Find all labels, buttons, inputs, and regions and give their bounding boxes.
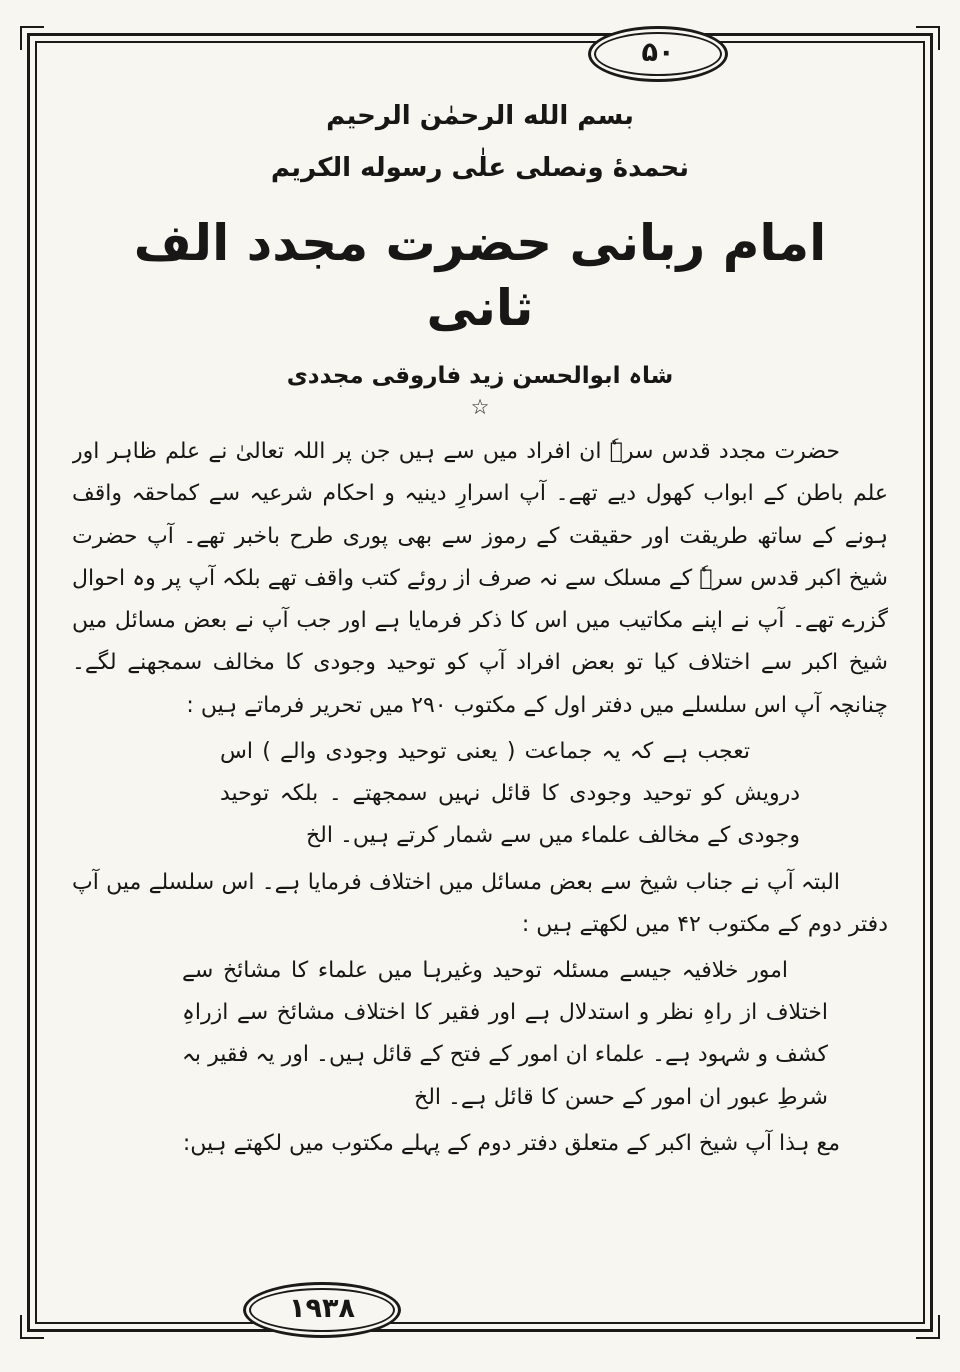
body-paragraph-3: مع ہذا آپ شیخ اکبر کے متعلق دفتر دوم کے پہلے مکتوب میں لکھتے ہیں: xyxy=(182,1130,840,1156)
author-name: شاہ ابوالحسن زید فاروقی مجددی xyxy=(286,363,674,390)
body-paragraph-2: البتہ آپ نے جناب شیخ سے بعض مسائل میں اختلاف فرمایا ہے۔ اس سلسلے میں آپ دفتر دوم کے مکتوب ۴۲ میں لکھتے ہیں : xyxy=(72,869,888,937)
page-title: امام ربانی حضرت مجدد الف ثانی xyxy=(133,214,827,338)
quote-block-2: امور خلافیہ جیسے مسئلہ توحید وغیرہا میں علماء کا مشائخ سے اختلاف از راہِ نظر و استدلال ہے اور فقیر کا اختلاف مشائخ سے ازراہِ کشف و شہود ہے۔ علماء ان امور کے فتح کے قائل ہیں۔ اور یہ فقیر بہ شرطِ عبور ان امور کے حسن کا قائل ہے۔ الخ xyxy=(182,958,828,1110)
quote-block-1: تعجب ہے کہ یہ جماعت ( یعنی توحید وجودی والے ) اس درویش کو توحید وجودی کا قائل نہیں سمجھتے ۔ بلکہ توحید وجودی کے مخالف علماء میں سے شمار کرتے ہیں۔ الخ xyxy=(220,738,800,849)
tahmid-line: نحمدهٔ ونصلی علٰی رسوله الکریم xyxy=(270,152,690,183)
page-content xyxy=(72,86,888,1310)
body-paragraph-1: حضرت مجدد قدس سرہٗ ان افراد میں سے ہیں جن پر اللہ تعالیٰ نے علم ظاہر اور علم باطن کے ابواب کھول دیے تھے۔ آپ اسرارِ دینیہ و احکام شرعیہ سے کماحقہ واقف ہونے کے ساتھ طریقت اور حقیقت کے رموز سے بھی پوری طرح باخبر تھے۔ آپ حضرت شیخ اکبر قدس سرہٗ کے مسلک سے نہ صرف از روئے کتب واقف تھے بلکہ آپ پر وہ احوال گزرے تھے۔ آپ نے اپنے مکاتیب میں اس کا ذکر فرمایا ہے اور جب آپ نے بعض مسائل میں شیخ اکبر سے اختلاف کیا تو بعض افراد آپ کو توحید وجودی کا مخالف سمجھنے لگے۔ چنانچہ آپ اس سلسلے میں دفتر اول کے مکتوب ۲۹۰ میں تحریر فرماتے ہیں : xyxy=(72,439,888,718)
page-number-badge xyxy=(588,26,728,82)
page-number: ۵۰ xyxy=(641,37,675,68)
basmala-line: بسم الله الرحمٰن الرحیم xyxy=(326,101,634,131)
star-ornament: ☆ xyxy=(470,395,490,420)
footer-year: ۱۹۳۸ xyxy=(289,1293,355,1324)
year-badge xyxy=(243,1282,401,1338)
